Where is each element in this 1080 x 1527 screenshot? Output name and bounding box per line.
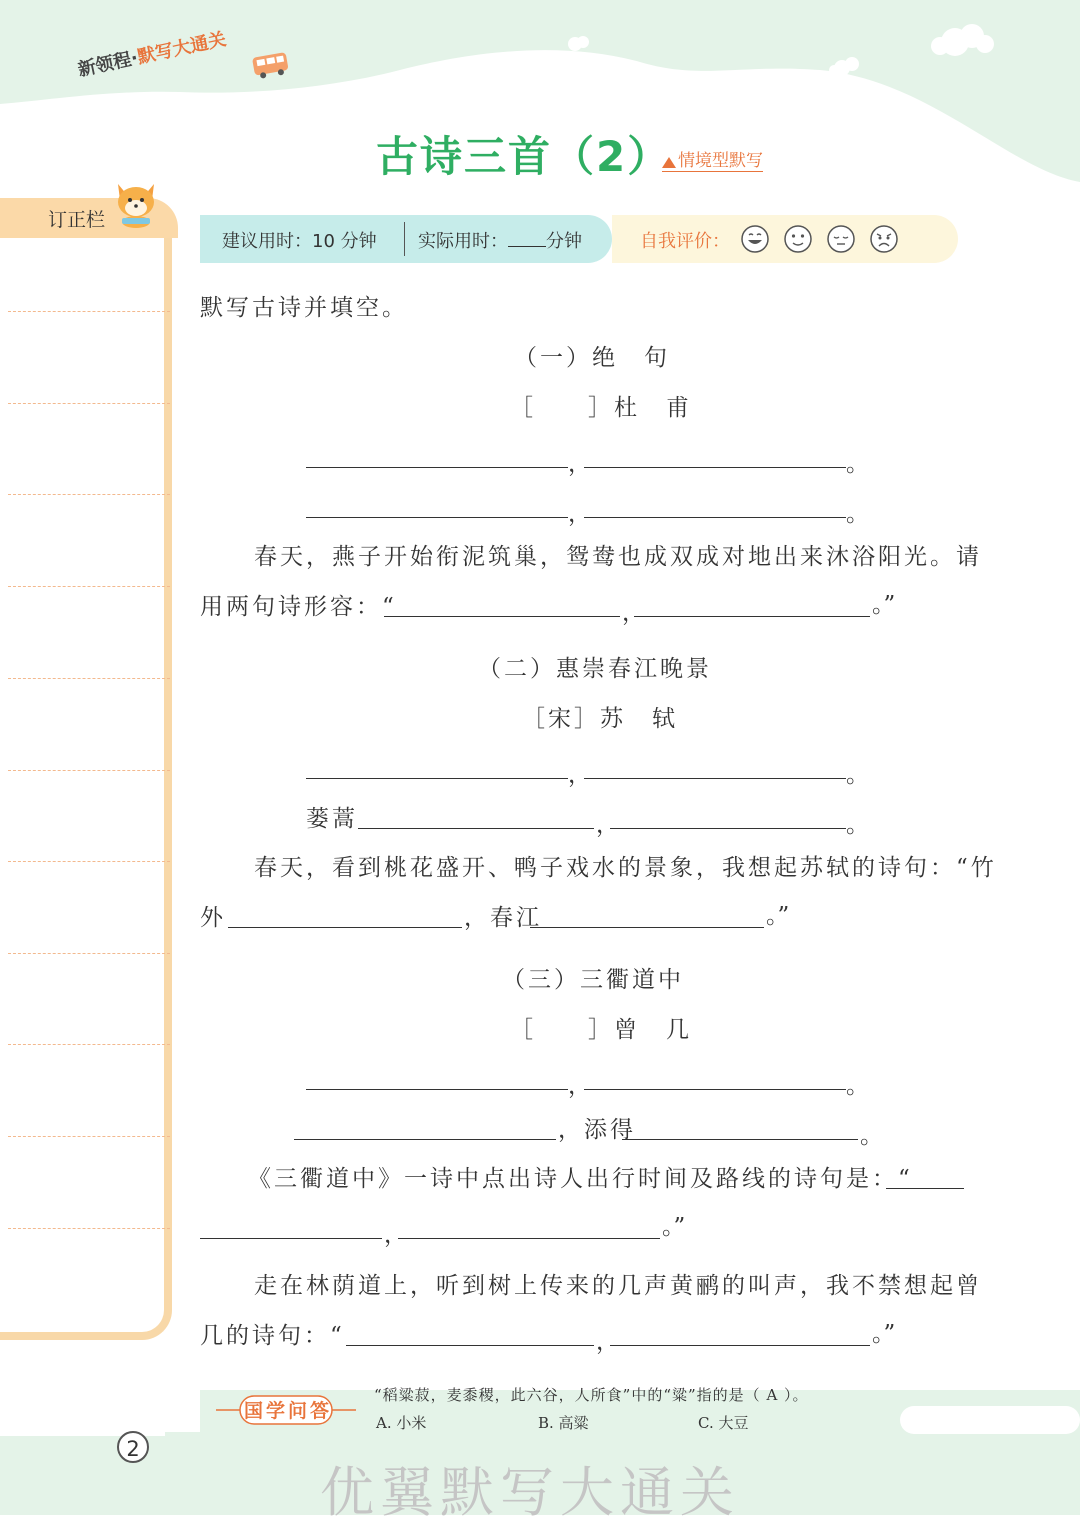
answer-blank[interactable] xyxy=(584,467,846,468)
poem-author: ［ ］曾 几 xyxy=(510,1017,692,1043)
answer-blank[interactable] xyxy=(634,616,870,617)
fox-mascot-icon xyxy=(112,178,160,228)
answer-blank[interactable] xyxy=(306,517,568,518)
correction-line xyxy=(8,953,170,954)
actual-time-label: 实际用时： xyxy=(418,231,508,252)
correction-line xyxy=(8,678,170,679)
comma: ， xyxy=(568,762,591,788)
exercise-type-tag xyxy=(662,146,763,172)
answer-blank[interactable] xyxy=(200,1238,382,1239)
watermark: 优翼默写大通关 xyxy=(320,1461,740,1524)
answer-blank[interactable] xyxy=(398,1238,660,1239)
sleepy-face-icon[interactable] xyxy=(826,224,856,254)
actual-time-unit: 分钟 xyxy=(546,231,582,252)
neutral-face-icon[interactable] xyxy=(783,224,813,254)
end-quote: 。” xyxy=(872,1321,896,1347)
question-text: 外 xyxy=(200,905,226,931)
correction-line xyxy=(8,861,170,862)
answer-blank[interactable] xyxy=(530,927,764,928)
correction-line xyxy=(8,403,170,404)
poem-author: ［ ］杜 甫 xyxy=(510,395,692,421)
answer-blank[interactable] xyxy=(584,1089,846,1090)
period: 。 xyxy=(846,762,869,788)
question-text: 《三衢道中》一诗中点出诗人出行时间及路线的诗句是：“ xyxy=(248,1166,913,1192)
poem-title: （一）绝 句 xyxy=(514,345,670,371)
exercise-type-label: 情境型默写 xyxy=(678,151,763,171)
answer-blank[interactable] xyxy=(584,517,846,518)
answer-blank[interactable] xyxy=(306,778,568,779)
correction-column xyxy=(0,232,172,1340)
quiz-option-b: B. 高粱 xyxy=(538,1414,589,1432)
page-title: 古诗三首（2） xyxy=(376,132,672,181)
suggested-time: 建议用时：10 分钟 xyxy=(222,231,377,252)
series-name-part2: 默写大通关 xyxy=(135,28,229,69)
actual-time xyxy=(418,227,582,253)
comma: ， xyxy=(596,812,619,838)
end-quote: 。” xyxy=(662,1214,686,1240)
correction-line xyxy=(8,311,170,312)
correction-line xyxy=(8,586,170,587)
answer-blank[interactable] xyxy=(622,1139,858,1140)
question-text: 春天，看到桃花盛开、鸭子戏水的景象，我想起苏轼的诗句：“竹 xyxy=(254,855,997,881)
instruction: 默写古诗并填空。 xyxy=(200,295,408,321)
answer-blank[interactable] xyxy=(584,778,846,779)
end-quote: 。” xyxy=(766,903,790,929)
correction-line xyxy=(8,1044,170,1045)
comma: ， xyxy=(596,1329,619,1355)
sad-face-icon[interactable] xyxy=(869,224,899,254)
answer-blank[interactable] xyxy=(610,1345,870,1346)
answer-blank[interactable] xyxy=(358,828,594,829)
line-prefix: 蒌蒿 xyxy=(306,806,358,832)
poem-title: （三）三衢道中 xyxy=(502,967,684,993)
comma: ， xyxy=(568,501,591,527)
question-text: 走在林荫道上，听到树上传来的几声黄鹂的叫声，我不禁想起曾 xyxy=(254,1273,982,1299)
question-text: 几的诗句：“ xyxy=(200,1323,345,1349)
answer-blank[interactable] xyxy=(294,1139,556,1140)
poem-author: ［宋］苏 轼 xyxy=(522,706,678,732)
guoxue-badge-label: 国学问答 xyxy=(244,1400,333,1422)
correction-column-label: 订正栏 xyxy=(48,209,106,231)
quiz-option-c: C. 大豆 xyxy=(698,1414,749,1432)
comma: ， xyxy=(568,1073,591,1099)
comma: ， xyxy=(384,1222,407,1248)
comma: ， xyxy=(622,600,645,626)
correction-line xyxy=(8,770,170,771)
comma: ， xyxy=(568,451,591,477)
quiz-option-a: A. 小米 xyxy=(376,1414,427,1432)
period: 。 xyxy=(846,451,869,477)
series-name-part1: 新领程· xyxy=(76,47,141,81)
period: 。 xyxy=(860,1123,883,1149)
period: 。 xyxy=(846,501,869,527)
triangle-icon xyxy=(662,157,676,168)
period: 。 xyxy=(846,812,869,838)
question-text: 春天，燕子开始衔泥筑巢，鸳鸯也成双成对地出来沐浴阳光。请 xyxy=(254,544,982,570)
answer-blank[interactable] xyxy=(228,927,462,928)
smile-face-icon[interactable] xyxy=(740,224,770,254)
time-separator xyxy=(404,222,405,256)
quiz-question: “稻粱菽，麦黍稷，此六谷，人所食”中的“粱”指的是（ A ）。 xyxy=(374,1386,809,1404)
correction-line xyxy=(8,1136,170,1137)
answer-blank[interactable] xyxy=(384,616,620,617)
answer-blank[interactable] xyxy=(346,1345,594,1346)
question-text: 用两句诗形容：“ xyxy=(200,594,397,620)
poem-title: （二）惠崇春江晚景 xyxy=(478,656,712,682)
correction-line xyxy=(8,1228,170,1229)
question-text: ，春江 xyxy=(464,905,542,931)
answer-blank[interactable] xyxy=(610,828,846,829)
page-number: 2 xyxy=(117,1431,149,1463)
answer-blank[interactable] xyxy=(306,467,568,468)
answer-blank[interactable] xyxy=(886,1188,964,1189)
correction-line xyxy=(8,494,170,495)
answer-blank[interactable] xyxy=(306,1089,568,1090)
period: 。 xyxy=(846,1073,869,1099)
line-mid: ，添得 xyxy=(558,1117,636,1143)
end-quote: 。” xyxy=(872,592,896,618)
actual-time-blank[interactable] xyxy=(508,230,546,247)
self-evaluation-label: 自我评价： xyxy=(640,231,730,252)
